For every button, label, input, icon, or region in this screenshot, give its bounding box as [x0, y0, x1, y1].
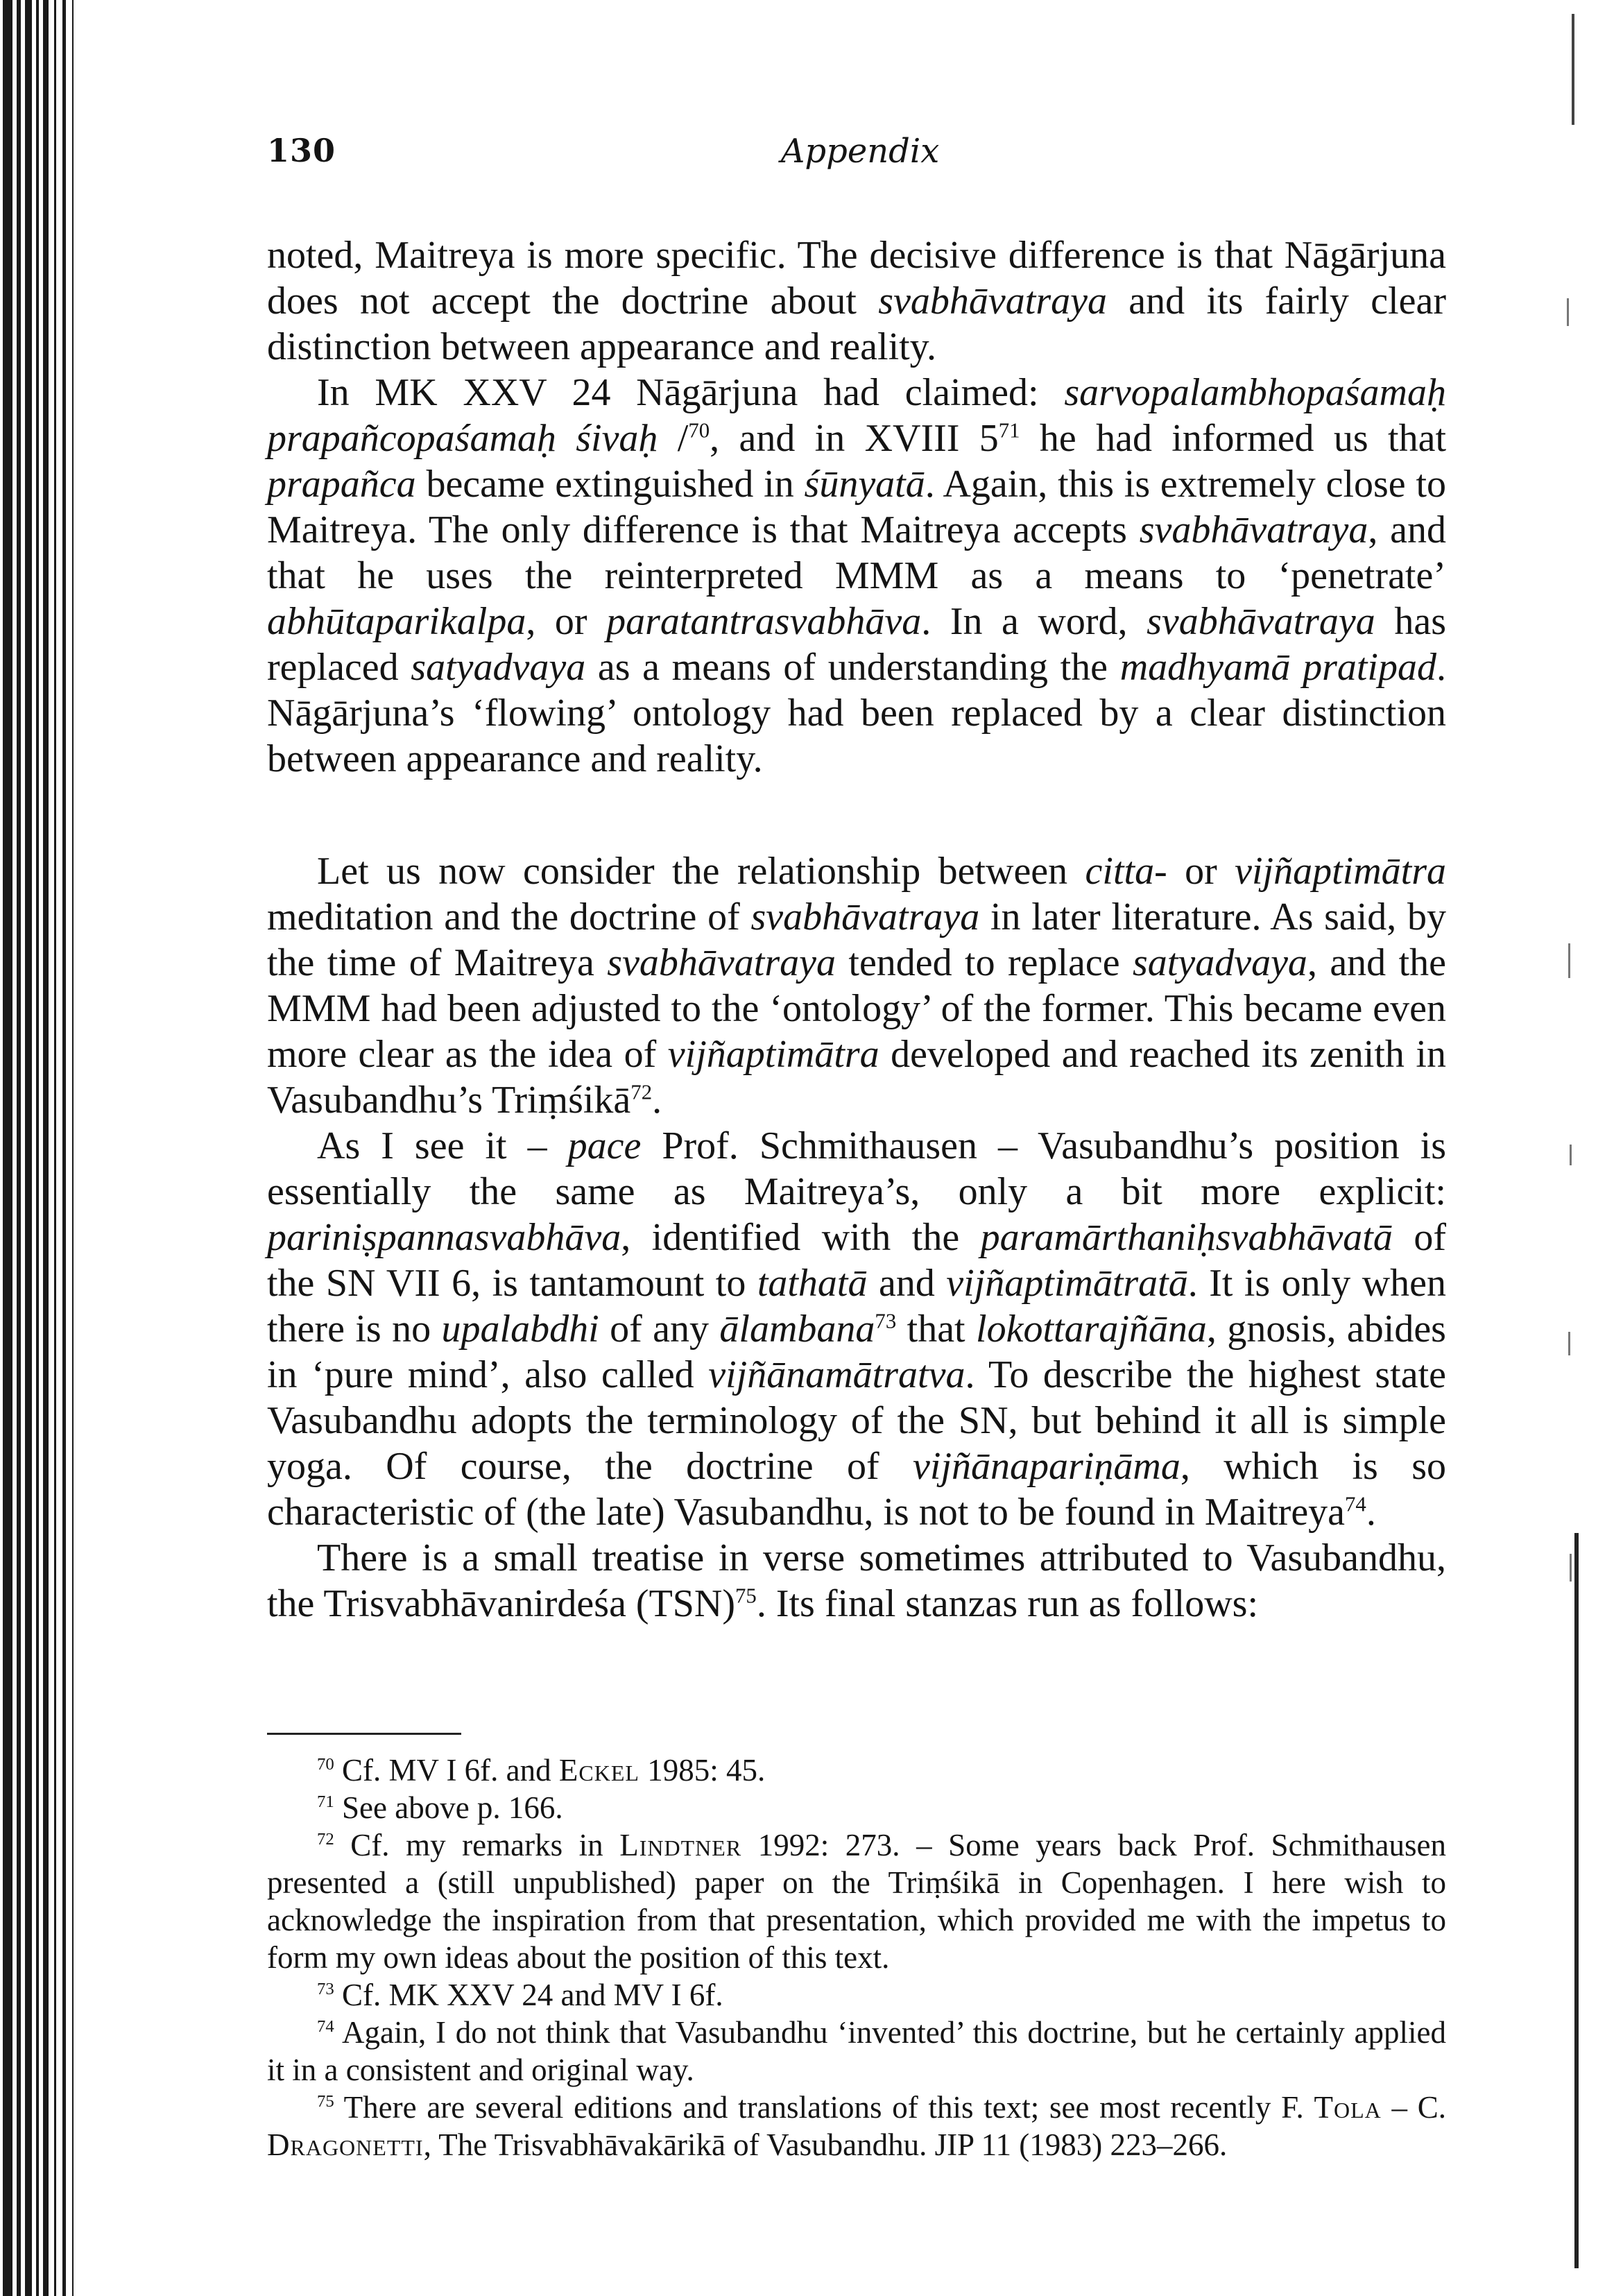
italic-term: citta-	[1085, 850, 1167, 893]
italic-term: vijñaptimātratā	[946, 1262, 1188, 1305]
author-name: Dragonetti	[267, 2127, 424, 2162]
footnote-ref: 72	[317, 1830, 334, 1849]
italic-term: śūnyatā	[804, 463, 925, 506]
text-run: of the SN VII 6, is tantamount to	[267, 1216, 1446, 1305]
scan-edge-mark-bottom	[1574, 1533, 1579, 2268]
italic-term: paratantrasvabhāva	[606, 600, 922, 643]
italic-term: svabhāvatraya	[607, 941, 836, 984]
text-run: became extinguished in	[415, 463, 805, 506]
text-run: Cf. MV I 6f. and	[334, 1753, 559, 1788]
running-head: Appendix	[780, 132, 940, 171]
italic-term: paramārthaniḥsvabhāvatā	[980, 1216, 1393, 1259]
text-run: , and in XVIII 5	[710, 417, 999, 460]
italic-term: svabhāvatraya	[1147, 600, 1375, 643]
footnote-fn74	[267, 2014, 1446, 2089]
text-run: and	[867, 1262, 947, 1305]
footnote-ref: 70	[688, 418, 710, 443]
paragraph-p3	[267, 848, 1446, 1123]
italic-term: sarvopalambhopaśamaḥ prapañcopaśamaḥ śivaḥ	[267, 371, 1446, 460]
text-run: , which is so characteristic of (the late) Vasubandhu, is not to be found in Maitreya	[267, 1445, 1447, 1534]
footnote-fn73	[267, 1976, 1446, 2014]
author-name: Eckel	[558, 1753, 639, 1788]
text-run: Let us now consider the relationship between	[317, 850, 1085, 893]
footnote-ref: 73	[317, 1980, 334, 1998]
text-run: developed and reached its zenith in Vasubandhu’s Triṃśikā	[267, 1033, 1446, 1122]
footnote-ref: 74	[317, 2017, 334, 2036]
text-run: Prof. Schmithausen – Vasubandhu’s position is essentially the same as Maitreya’s, only a bit more explicit:	[267, 1124, 1446, 1213]
scan-edge-mark-top	[1572, 14, 1574, 125]
italic-term: vijñaptimātra	[667, 1033, 879, 1076]
text-run: , identified with the	[621, 1216, 981, 1259]
text-run: in later literature. As said, by the time of Maitreya	[267, 896, 1447, 984]
italic-term: prapañca	[267, 463, 416, 506]
text-run: Again, I do not think that Vasubandhu ‘invented’ this doctrine, but he certainly applied it in a consistent and original way.	[267, 2015, 1446, 2087]
author-name: Lindtner	[619, 1828, 742, 1862]
text-run: 1985: 45.	[639, 1753, 766, 1788]
scan-binding-shadow	[0, 0, 90, 2296]
text-run: .	[652, 1079, 662, 1122]
footnote-ref: 71	[998, 418, 1020, 443]
text-run: has replaced	[267, 600, 1446, 689]
text-run: . Its final stanzas run as follows:	[756, 1582, 1258, 1625]
text-run: as a means of understanding the	[585, 646, 1120, 689]
text-run: , The Trisvabhāvakārikā of Vasubandhu. JIP 11 (1983) 223–266.	[423, 2127, 1228, 2162]
text-run: meditation and the doctrine of	[267, 896, 751, 939]
footnote-ref: 73	[875, 1309, 897, 1333]
text-run: noted, Maitreya is more specific. The decisive difference is that Nāgārjuna does not accept the doctrine about	[267, 234, 1446, 323]
paragraph-p1	[267, 232, 1446, 370]
text-run: . To describe the highest state Vasubandhu adopts the terminology of the SN, but behind it all is simple yoga. Of course, the doctrine of	[267, 1353, 1446, 1488]
text-run: of any	[599, 1308, 720, 1351]
text-run: that	[896, 1308, 977, 1351]
italic-term: lokottarajñāna	[976, 1308, 1207, 1351]
italic-term: pariniṣpannasvabhāva	[267, 1216, 621, 1259]
italic-term: pace	[567, 1124, 642, 1167]
italic-term: satyadvaya	[1133, 941, 1307, 984]
text-run: There are several editions and translations of this text; see most recently F.	[334, 2090, 1314, 2125]
italic-term: svabhāvatraya	[1139, 508, 1368, 551]
text-run: . Nāgārjuna’s ‘flowing’ ontology had been replaced by a clear distinction between appearance and reality.	[267, 646, 1446, 780]
text-run: , and the MMM had been adjusted to the ‘ontology’ of the former. This became even more clear as the idea of	[267, 941, 1446, 1076]
text-run: Cf. MK XXV 24 and MV I 6f.	[334, 1978, 723, 2012]
text-run: , and that he uses the reinterpreted MMM as a means to ‘penetrate’	[267, 508, 1447, 597]
italic-term: abhūtaparikalpa	[267, 600, 526, 643]
text-run: As I see it –	[317, 1124, 568, 1167]
footnote-ref: 74	[1345, 1492, 1366, 1516]
paragraph-p5	[267, 1535, 1446, 1627]
text-run: . In a word,	[921, 600, 1147, 643]
footnotes	[267, 1751, 1446, 2164]
footnote-ref: 75	[317, 2092, 334, 2111]
italic-term: vijñānamātratva	[708, 1353, 965, 1396]
italic-term: tathatā	[757, 1262, 868, 1305]
italic-term: vijñaptimātra	[1235, 850, 1446, 893]
page-header	[267, 132, 1453, 180]
author-name: Tola	[1314, 2090, 1382, 2125]
footnote-ref: 72	[630, 1080, 653, 1104]
text-run: . Again, this is extremely close to Maitreya. The only difference is that Maitreya accepts	[267, 463, 1447, 551]
footnote-fn70	[267, 1751, 1446, 1789]
page-number: 130	[267, 132, 336, 169]
footnote-fn75	[267, 2089, 1446, 2164]
paragraph-p4	[267, 1123, 1446, 1535]
text-run: tended to replace	[836, 941, 1133, 984]
text-run: , or	[526, 600, 607, 643]
footnote-ref: 71	[317, 1792, 334, 1811]
text-run: In MK XXV 24 Nāgārjuna had claimed:	[317, 371, 1065, 414]
body-text	[267, 232, 1446, 1627]
text-run: . It is only when there is no	[267, 1262, 1446, 1351]
footnote-fn71	[267, 1789, 1446, 1826]
text-run: 1992: 273. – Some years back Prof. Schmithausen presented a (still unpublished) paper on the Triṃśikā in Copenhagen. I here wish to acknowledge the inspiration from that presentation, which provided me with the impetus to form my own ideas about the position of this text.	[267, 1828, 1447, 1975]
italic-term: madhyamā pratipad	[1119, 646, 1436, 689]
italic-term: vijñānapariṇāma	[913, 1445, 1180, 1488]
footnote-ref: 70	[317, 1755, 334, 1774]
text-run: /	[658, 417, 689, 460]
italic-term: svabhāvatraya	[750, 896, 980, 939]
text-run: and its fairly clear distinction between appearance and reality.	[267, 280, 1446, 368]
text-run: .	[1366, 1491, 1376, 1534]
italic-term: ālambana	[719, 1308, 875, 1351]
text-run: , gnosis, abides in ‘pure mind’, also called	[267, 1308, 1446, 1396]
text-run: There is a small treatise in verse sometimes attributed to Vasubandhu, the Trisvabhāvanirdeśa (TSN)	[267, 1536, 1446, 1625]
text-run: he had informed us that	[1020, 417, 1446, 460]
text-run: or	[1167, 850, 1235, 893]
italic-term: upalabdhi	[441, 1308, 599, 1351]
italic-term: satyadvaya	[411, 646, 586, 689]
text-run: See above p. 166.	[334, 1790, 563, 1825]
footnote-fn72	[267, 1826, 1446, 1976]
text-run: Cf. my remarks in	[334, 1828, 620, 1862]
footnote-ref: 75	[735, 1584, 757, 1608]
paragraph-p2	[267, 370, 1446, 782]
italic-term: svabhāvatraya	[878, 280, 1107, 323]
footnote-separator	[267, 1733, 461, 1735]
text-run: – C.	[1381, 2090, 1447, 2125]
